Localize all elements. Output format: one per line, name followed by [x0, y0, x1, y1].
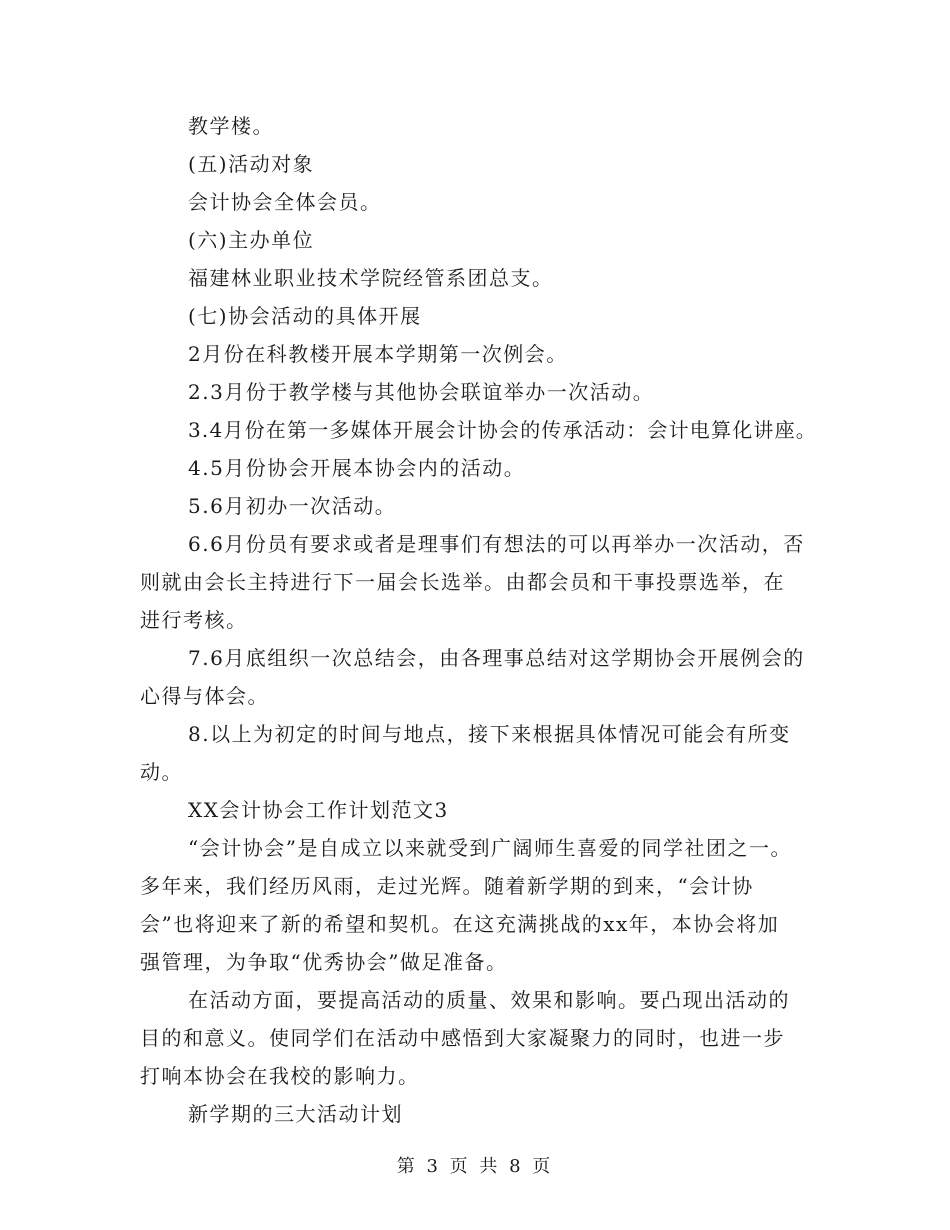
list-item: 2月份在科教楼开展本学期第一次例会。: [188, 342, 568, 366]
paragraph-line: 福建林业职业技术学院经管系团总支。: [188, 266, 554, 290]
paragraph-line: “会计协会”是自成立以来就受到广阔师生喜爱的同学社团之一。: [188, 836, 792, 860]
section-title: XX会计协会工作计划范文3: [188, 798, 449, 822]
section-heading: 新学期的三大活动计划: [188, 1102, 403, 1126]
paragraph-line: 则就由会长主持进行下一届会长选举。由都会员和干事投票选举，在: [140, 570, 785, 594]
paragraph-line: 动。: [140, 760, 183, 784]
section-heading: (七)协会活动的具体开展: [188, 304, 422, 328]
list-item: 3.4月份在第一多媒体开展会计协会的传承活动：会计电算化讲座。: [188, 418, 818, 442]
list-item: 7.6月底组织一次总结会，由各理事总结对这学期协会开展例会的: [188, 646, 805, 670]
list-item: 4.5月份协会开展本协会内的活动。: [188, 456, 526, 480]
list-item: 2.3月份于教学楼与其他协会联谊举办一次活动。: [188, 380, 655, 404]
list-item: 8.以上为初定的时间与地点，接下来根据具体情况可能会有所变: [188, 722, 791, 746]
paragraph-line: 打响本协会在我校的影响力。: [140, 1064, 420, 1088]
paragraph-line: 进行考核。: [140, 608, 248, 632]
section-heading: (五)活动对象: [188, 152, 315, 176]
paragraph-line: 目的和意义。使同学们在活动中感悟到大家凝聚力的同时，也进一步: [140, 1026, 785, 1050]
list-item: 6.6月份员有要求或者是理事们有想法的可以再举办一次活动，否: [188, 532, 805, 556]
page-footer: 第 3 页 共 8 页: [396, 1156, 554, 1177]
paragraph-line: 会计协会全体会员。: [188, 190, 382, 214]
section-heading: (六)主办单位: [188, 228, 315, 252]
paragraph-line: 强管理，为争取“优秀协会”做足准备。: [140, 950, 508, 974]
paragraph-line: 多年来，我们经历风雨，走过光辉。随着新学期的到来，“会计协: [140, 874, 754, 898]
paragraph-line: 教学楼。: [188, 114, 274, 138]
paragraph-line: 心得与体会。: [140, 684, 269, 708]
list-item: 5.6月初办一次活动。: [188, 494, 397, 518]
paragraph-line: 在活动方面，要提高活动的质量、效果和影响。要凸现出活动的: [188, 988, 790, 1012]
paragraph-line: 会”也将迎来了新的希望和契机。在这充满挑战的xx年，本协会将加: [140, 912, 780, 936]
